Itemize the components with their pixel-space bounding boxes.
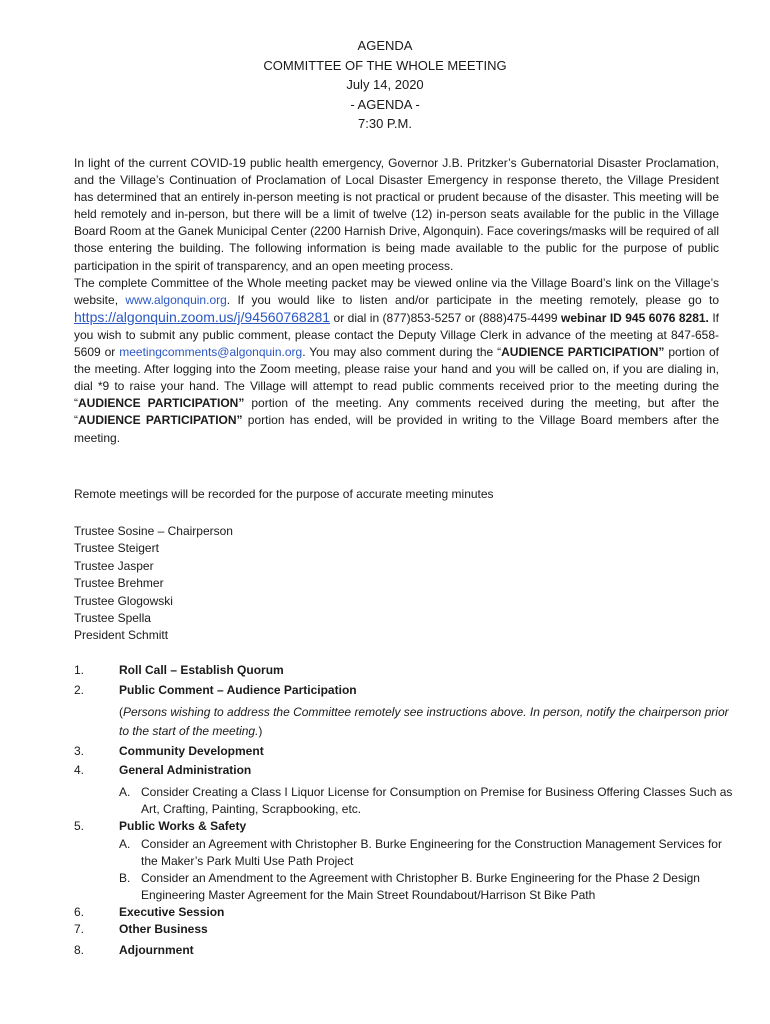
dial-in-text: or dial in (877)853-5257 or (888)475-4499 <box>333 310 558 325</box>
trustee-list <box>74 523 233 645</box>
item-title: Other Business <box>119 922 208 936</box>
item-number: 5. <box>74 819 85 833</box>
item-title: Adjournment <box>119 943 194 957</box>
recording-notice: Remote meetings will be recorded for the purpose of accurate meeting minutes <box>74 487 494 501</box>
written-comments-text: portion has ended, will be provided in writing to the Village Board members after the meeting. <box>74 413 719 445</box>
item-number: 8. <box>74 943 85 957</box>
item-number: 7. <box>74 922 85 936</box>
comment-text: If you wish to submit any public comment, please contact the Deputy Village Clerk in advance of the meeting at 847-658-5609 or <box>74 310 720 360</box>
intro-text <box>74 155 719 447</box>
received-comments-text: portion of the meeting. Any comments received during the meeting, but after the “ <box>74 396 719 428</box>
item-number: 4. <box>74 763 85 777</box>
audience-participation-label: AUDIENCE PARTICIPATION” <box>78 396 245 411</box>
agenda-header <box>0 36 770 134</box>
zoom-instructions-text: portion of the meeting. After logging into the Zoom meeting, please raise your hand and you will be called on, if you are dialing in, dial *9 to raise your hand. The Village will attempt to read public comments received prior to the meeting during the “ <box>74 345 719 411</box>
comment-during-text: . You may also comment during the “ <box>302 345 502 360</box>
sub-item-text: Consider Creating a Class I Liquor License for Consumption on Premise for Business Offering Classes Such as Art, Crafting, Painting, Scrapbooking, etc. <box>141 785 733 816</box>
webinar-id: webinar ID 945 6076 8281. <box>561 310 709 325</box>
header-meeting-title: COMMITTEE OF THE WHOLE MEETING <box>263 57 507 73</box>
note-text: Persons wishing to address the Committee remotely see instructions above. In person, notify the chairperson prior to the start of the meeting. <box>119 705 729 738</box>
trustee-name: President Schmitt <box>74 628 169 643</box>
packet-text: The complete Committee of the Whole meeting packet may be viewed online via the Village Board’s link on the Village’s website, <box>74 275 719 307</box>
sub-item-text: Consider an Amendment to the Agreement with Christopher B. Burke Engineering for the Phase 2 Design Engineering Master Agreement for the Main Street Roundabout/Harrison St Bike Path <box>141 871 700 902</box>
sub-item-letter: A. <box>119 785 131 799</box>
public-comment-note <box>119 703 739 741</box>
item-title: Public Works & Safety <box>119 819 247 833</box>
trustee-name: Trustee Sosine – Chairperson <box>74 524 233 538</box>
audience-participation-label: AUDIENCE PARTICIPATION” <box>501 345 665 360</box>
item-title: Roll Call – Establish Quorum <box>119 663 284 677</box>
header-date: July 14, 2020 <box>346 77 424 92</box>
website-link[interactable]: www.algonquin.org <box>125 292 227 307</box>
listen-text: . If you would like to listen and/or participate in the meeting remotely, please go to <box>226 292 719 307</box>
participation-paragraph <box>74 275 719 447</box>
item-number: 2. <box>74 683 85 697</box>
item-title: Public Comment – Audience Participation <box>119 683 357 697</box>
trustee-name: Trustee Brehmer <box>74 576 164 591</box>
trustee-name: Trustee Glogowski <box>74 593 173 608</box>
item-number: 6. <box>74 905 85 919</box>
item-number: 1. <box>74 663 85 677</box>
item-number: 3. <box>74 744 85 758</box>
trustee-name: Trustee Spella <box>74 611 151 626</box>
sub-item-text: Consider an Agreement with Christopher B. Burke Engineering for the Construction Management Services for the Maker’s Park Multi Use Path Project <box>141 837 722 868</box>
note-open-paren: ( <box>119 705 123 719</box>
note-close-paren: ) <box>258 724 263 738</box>
sub-item-letter: B. <box>119 871 131 885</box>
header-time: 7:30 P.M. <box>358 116 412 131</box>
item-title: Community Development <box>119 744 264 758</box>
item-title: General Administration <box>119 763 252 777</box>
email-link[interactable]: meetingcomments@algonquin.org <box>119 345 303 360</box>
item-title: Executive Session <box>119 905 225 919</box>
trustee-name: Trustee Jasper <box>74 558 154 573</box>
zoom-link[interactable]: https://algonquin.zoom.us/j/94560768281 <box>74 308 331 325</box>
trustee-name: Trustee Steigert <box>74 541 159 556</box>
audience-participation-label: AUDIENCE PARTICIPATION” <box>78 413 243 428</box>
covid-paragraph: In light of the current COVID-19 public health emergency, Governor J.B. Pritzker’s Gubernatorial Disaster Proclamation, and the Village’s Continuation of Proclamation of Local Disaster Emergency in response thereto, the Village President has determined that an entirely in-person meeting is not practical or prudent because of the disaster. This meeting will be held remotely and in-person, but there will be a limit of twelve (12) in-person seats available for the public in the Village Board Room at the Ganek Municipal Center (2200 Harnish Drive, Algonquin). Face coverings/masks will be required of all those entering the building. The following information is being made available to the public for the purpose of public participation in the spirit of transparency, and an open meeting process. <box>74 156 719 273</box>
header-agenda-dash: - AGENDA - <box>350 96 420 112</box>
header-line-agenda: AGENDA <box>357 38 413 53</box>
sub-item-letter: A. <box>119 837 131 851</box>
